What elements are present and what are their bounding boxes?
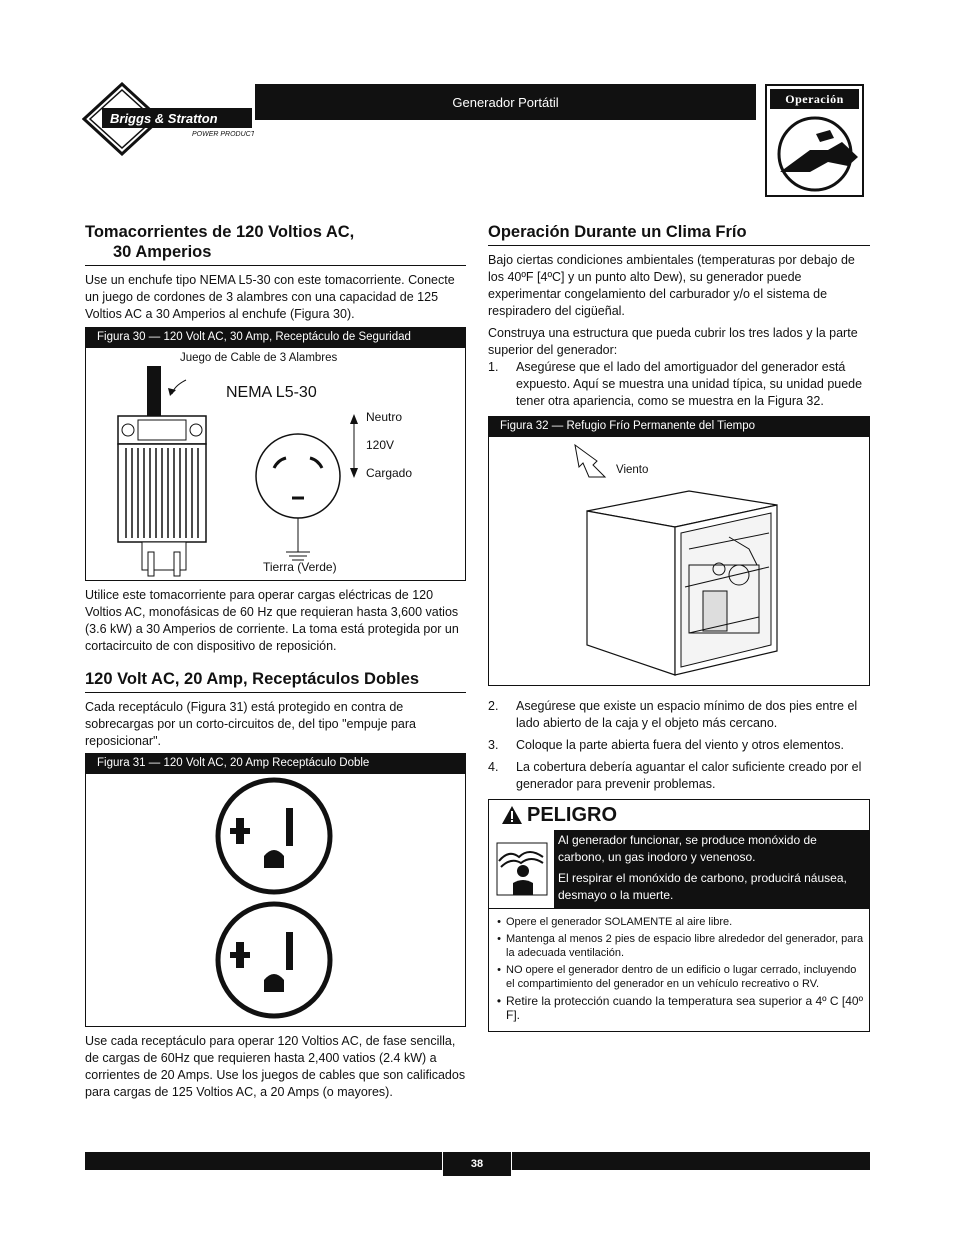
list-item: 4. La cobertura debería aguantar el calor suficiente creado por el generador para prevenir problemas. [488, 760, 862, 791]
steps-list [488, 359, 870, 410]
paragraph: Bajo ciertas condiciones ambientales (temperaturas por debajo de los 40ºF [4ºC] y un punto alto Dew), su generador puede experimentar congelamiento del carburador y/o el sistema de respiradero del cigüeñal. [488, 253, 855, 318]
list-item: 3. Coloque la parte abierta fuera del viento y otros elementos. [488, 738, 844, 752]
figure-32 [488, 416, 870, 686]
toxic-fumes-icon [489, 830, 554, 908]
paragraph: Use un enchufe tipo NEMA L5-30 con este tomacorriente. Conecte un juego de cordones de 3 alambres con una capacidad de 125 Voltios AC a 30 Amperios al enchufe (Figura 30). [85, 273, 455, 321]
nema-label: NEMA L5-30 [226, 384, 317, 401]
neutral-label: Neutro [366, 410, 403, 424]
danger-title: PELIGRO [489, 800, 869, 830]
svg-text:POWER PRODUCTS: POWER PRODUCTS [192, 131, 254, 138]
figure-30 [85, 327, 466, 581]
list-item: • Mantenga al menos 2 pies de espacio libre alrededor del generador, para la adecuada ventilación. [497, 933, 864, 959]
figure-caption: Figura 31 — 120 Volt AC, 20 Amp Receptáculo Doble [85, 753, 466, 773]
header-title: Generador Portátil [255, 84, 756, 120]
steps-list-continued [488, 698, 870, 793]
danger-box [488, 799, 870, 1032]
cable-label: Juego de Cable de 3 Alambres [180, 352, 338, 364]
warning-icon [501, 805, 523, 825]
generator-shelter-icon [489, 437, 869, 685]
danger-message: Al generador funcionar, se produce monóxido de carbono, un gas inodoro y venenoso. El respirar el monóxido de carbono, producirá náusea, desmayo o la muerte. [554, 830, 869, 908]
voltage-label: 120V [366, 438, 395, 452]
figure-caption: Figura 30 — 120 Volt AC, 30 Amp, Receptáculo de Seguridad [85, 327, 466, 347]
figure-31 [85, 753, 466, 1027]
left-column [85, 222, 466, 1101]
ground-label: Tierra (Verde) [263, 560, 337, 574]
section-badge: Operación [765, 84, 864, 197]
hot-label: Cargado [366, 466, 413, 480]
paragraph: Utilice este tomacorriente para operar cargas eléctricas de 120 Voltios AC, monofásicas de 60 Hz que requieran hasta 3,600 vatios (3.6 kW) a 30 Amperios de corriente. La toma está protegida por un cortacircuito de con dispositivo de reposición. [85, 588, 459, 653]
danger-bullets [489, 908, 869, 1031]
page-number: 38 [442, 1152, 512, 1177]
list-item: 1. Asegúrese que el lado del amortiguador del generador está expuesto. Aquí se muestra una unidad típica, su unidad puede tener otra apariencia, como se muestra en la Figura 32. [488, 360, 863, 408]
list-item: • Retire la protección cuando la temperatura sea superior a 4º C [40º F]. [496, 994, 863, 1022]
paragraph: Cada receptáculo (Figura 31) está protegido en contra de sobrecargas por un corto-circuitos de, del tipo "empuje para reposicionar". [85, 700, 416, 748]
briggs-stratton-logo [82, 82, 254, 156]
list-item: • Opere el generador SOLAMENTE al aire libre. [497, 916, 733, 928]
section-title-20amp: 120 Volt AC, 20 Amp, Receptáculos Dobles [85, 669, 466, 693]
paragraph: Construya una estructura que pueda cubrir los tres lados y la parte superior del generador: [488, 326, 858, 357]
wind-label: Viento [616, 464, 649, 476]
section-title-cold-weather: Operación Durante un Clima Frío [488, 222, 870, 246]
duplex-receptacle-icon [86, 774, 465, 1026]
list-item: • NO opere el generador dentro de un edificio o lugar cerrado, incluyendo el compartimiento del generador en un vehículo recreativo o RV. [497, 964, 857, 990]
hand-switch-icon [770, 112, 861, 192]
list-item: 2. Asegúrese que existe un espacio mínimo de dos pies entre el lado abierto de la caja y el objeto más cercano. [488, 699, 858, 730]
section-title-30amp: Tomacorrientes de 120 Voltios AC, 30 Amperios [85, 222, 466, 266]
right-column [488, 222, 870, 1032]
svg-text:Briggs & Stratton: Briggs & Stratton [110, 111, 218, 126]
paragraph: Use cada receptáculo para operar 120 Voltios AC, de fase sencilla, de cargas de 60Hz que requieren hasta 2,400 vatios (2.4 kW) a corrientes de 20 Amps. Use los juegos de cables que son calificados para cargas de 125 Voltios AC, a 20 Amps (o mayores). [85, 1034, 466, 1099]
figure-caption: Figura 32 — Refugio Frío Permanente del Tiempo [488, 416, 870, 436]
